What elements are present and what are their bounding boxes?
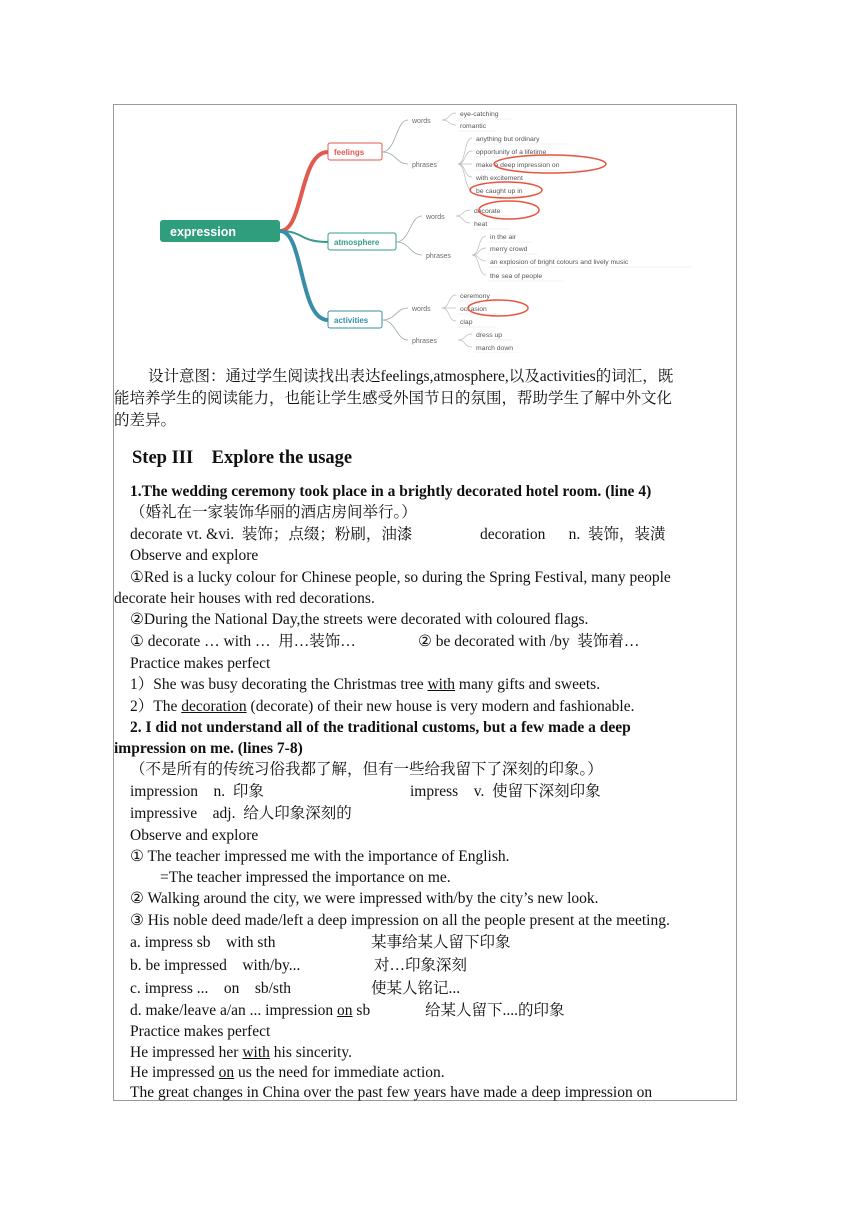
s1-p1-pre: 1）She was busy decorating the Christmas tree	[130, 676, 428, 693]
group-label-activities-words: words	[412, 306, 431, 313]
s2-ud-post: sb	[352, 1002, 371, 1019]
leaf-connector	[458, 340, 472, 347]
s2-vocab-impression: impression n. 印象	[130, 783, 264, 800]
s2-usage-b: b. be impressed with/by...	[130, 957, 301, 974]
step-title: Step III Explore the usage	[132, 448, 353, 468]
leaf-opportunity-of-a-lifetime: opportunity of a lifetime	[476, 149, 547, 156]
s1-practice-2	[130, 697, 634, 717]
group-label-atmosphere-words: words	[426, 214, 445, 221]
group-label-feelings-words: words	[412, 118, 431, 125]
leaf-the-sea-of-people: the sea of people	[490, 273, 543, 280]
s1-phrase-1: ① decorate … with … 用…装饰…	[130, 633, 356, 650]
leaf-connector	[458, 138, 472, 164]
s2-q2-post: us the need for immediate action.	[234, 1064, 445, 1081]
s2-usage-c: c. impress ... on sb/sth	[130, 980, 292, 997]
leaf-connector	[458, 164, 472, 190]
design-intent-line-3: 的差异。	[114, 412, 177, 429]
s1-p2-answer: decoration	[181, 698, 247, 715]
leaf-be-caught-up-in: be caught up in	[476, 188, 523, 195]
design-intent-line-1: 设计意图：通过学生阅读找出表达feelings,atmosphere,以及activities的词汇，既	[148, 368, 674, 385]
branch-label-atmosphere: atmosphere	[334, 238, 380, 247]
connector-atmosphere-words	[396, 216, 422, 242]
leaf-connector	[456, 210, 470, 216]
leaf-connector	[442, 113, 456, 120]
s2-usage-d	[130, 1001, 370, 1021]
s2-example-1b: =The teacher impressed the importance on me.	[160, 869, 451, 886]
group-label-atmosphere-phrases: phrases	[426, 253, 451, 260]
s1-p1-answer: with	[427, 676, 456, 693]
branch-label-feelings: feelings	[334, 148, 365, 157]
s1-phrase-2: ② be decorated with /by 装饰着…	[418, 633, 640, 650]
leaf-eye-catching: eye-catching	[460, 111, 499, 118]
leaf-march-down: march down	[476, 345, 514, 352]
leaf-connector	[458, 151, 472, 164]
mind-map	[114, 105, 736, 353]
leaf-connector	[472, 248, 486, 255]
s1-example-2: ②During the National Day,the streets were decorated with coloured flags.	[130, 611, 589, 628]
s2-usage-c-cn: 使某人铭记...	[371, 980, 461, 997]
s2-vocab-impress: impress v. 使留下深刻印象	[410, 783, 601, 800]
group-label-feelings-phrases: phrases	[412, 162, 437, 169]
s2-q1-post: his sincerity.	[269, 1044, 352, 1061]
s2-vocab-impressive: impressive adj. 给人印象深刻的	[130, 805, 352, 822]
s1-example-1b: decorate heir houses with red decorations.	[114, 590, 375, 607]
leaf-merry-crowd: merry crowd	[490, 246, 528, 253]
s1-vocab-decorate: decorate vt. &vi. 装饰；点缀；粉刷，油漆	[130, 526, 413, 543]
s2-practice-1	[130, 1043, 352, 1063]
leaf-dress-up: dress up	[476, 332, 503, 339]
leaf-connector	[472, 236, 486, 255]
s2-q1-pre: He impressed her	[130, 1044, 243, 1061]
s2-translation: （不是所有的传统习俗我都了解，但有一些给我留下了深刻的印象。）	[130, 761, 603, 778]
leaf-connector	[442, 308, 456, 321]
s2-practice-2	[130, 1063, 445, 1083]
s2-usage-b-cn: 对…印象深刻	[374, 957, 468, 974]
leaf-with-excitement: with excitement	[476, 175, 523, 182]
branch-label-activities: activities	[334, 316, 369, 325]
leaf-connector	[456, 216, 470, 223]
connector-activities-phrases	[382, 320, 408, 340]
s1-example-1a: ①Red is a lucky colour for Chinese people, so during the Spring Festival, many people	[130, 569, 671, 586]
s2-ud-pre: d. make/leave a/an ... impression	[130, 1002, 338, 1019]
leaf-heat: heat	[474, 221, 488, 228]
s1-heading: 1.The wedding ceremony took place in a brightly decorated hotel room. (line 4)	[130, 483, 652, 500]
leaf-connector	[442, 295, 456, 308]
s1-practice: Practice makes perfect	[130, 655, 271, 672]
s2-heading-b: impression on me. (lines 7-8)	[114, 740, 303, 757]
leaf-in-the-air: in the air	[490, 234, 517, 241]
design-intent-line-2: 能培养学生的阅读能力，也能让学生感受外国节日的氛围，帮助学生了解中外文化	[114, 390, 673, 407]
s2-q1-answer: with	[242, 1044, 270, 1061]
branch-line-feelings	[280, 152, 328, 231]
leaf-connector	[442, 120, 456, 125]
s1-observe: Observe and explore	[130, 547, 259, 564]
leaf-anything-but-ordinary: anything but ordinary	[476, 136, 540, 143]
connector-feelings-phrases	[382, 152, 408, 164]
s2-example-1: ① The teacher impressed me with the importance of English.	[130, 848, 510, 865]
s1-vocab-decoration: decoration n. 装饰，装潢	[480, 526, 666, 543]
leaf-connector	[458, 164, 472, 177]
connector-atmosphere-phrases	[396, 242, 422, 255]
s2-usage-d-cn: 给某人留下....的印象	[425, 1002, 565, 1019]
leaf-connector	[458, 334, 472, 340]
s2-ud-answer: on	[337, 1002, 353, 1019]
center-node-label: expression	[170, 225, 237, 239]
s2-observe: Observe and explore	[130, 827, 259, 844]
leaf-occasion: occasion	[460, 306, 487, 313]
s1-p1-post: many gifts and sweets.	[455, 676, 601, 693]
s2-usage-a: a. impress sb with sth	[130, 934, 276, 951]
s1-p2-post: (decorate) of their new house is very modern and fashionable.	[246, 698, 635, 715]
s2-q2-answer: on	[218, 1064, 235, 1081]
s1-p2-pre: 2）The	[130, 698, 182, 715]
branch-line-activities	[280, 231, 328, 320]
leaf-ceremony: ceremony	[460, 293, 490, 300]
s2-usage-a-cn: 某事给某人留下印象	[371, 934, 511, 951]
s2-example-3: ③ His noble deed made/left a deep impression on all the people present at the meeting.	[130, 912, 670, 929]
leaf-make-a-deep-impression-on: make a deep impression on	[476, 162, 560, 169]
s1-practice-1	[130, 675, 600, 695]
leaf-decorate: decorate	[474, 208, 501, 215]
s2-practice-3: The great changes in China over the past few years have made a deep impression on	[130, 1084, 653, 1101]
s1-translation: （婚礼在一家装饰华丽的酒店房间举行。）	[130, 504, 417, 521]
s2-example-2: ② Walking around the city, we were impressed with/by the city’s new look.	[130, 890, 599, 907]
group-label-activities-phrases: phrases	[412, 338, 437, 345]
s2-practice: Practice makes perfect	[130, 1023, 271, 1040]
s2-heading-a: 2. I did not understand all of the traditional customs, but a few made a deep	[130, 719, 631, 736]
leaf-clap: clap	[460, 319, 473, 326]
leaf-romantic: romantic	[460, 123, 487, 130]
leaf-an-explosion-of-bright-colours-and-lively-music: an explosion of bright colours and lively music	[490, 259, 629, 266]
connector-feelings-words	[382, 120, 408, 152]
connector-activities-words	[382, 308, 408, 320]
s2-q2-pre: He impressed	[130, 1064, 219, 1081]
